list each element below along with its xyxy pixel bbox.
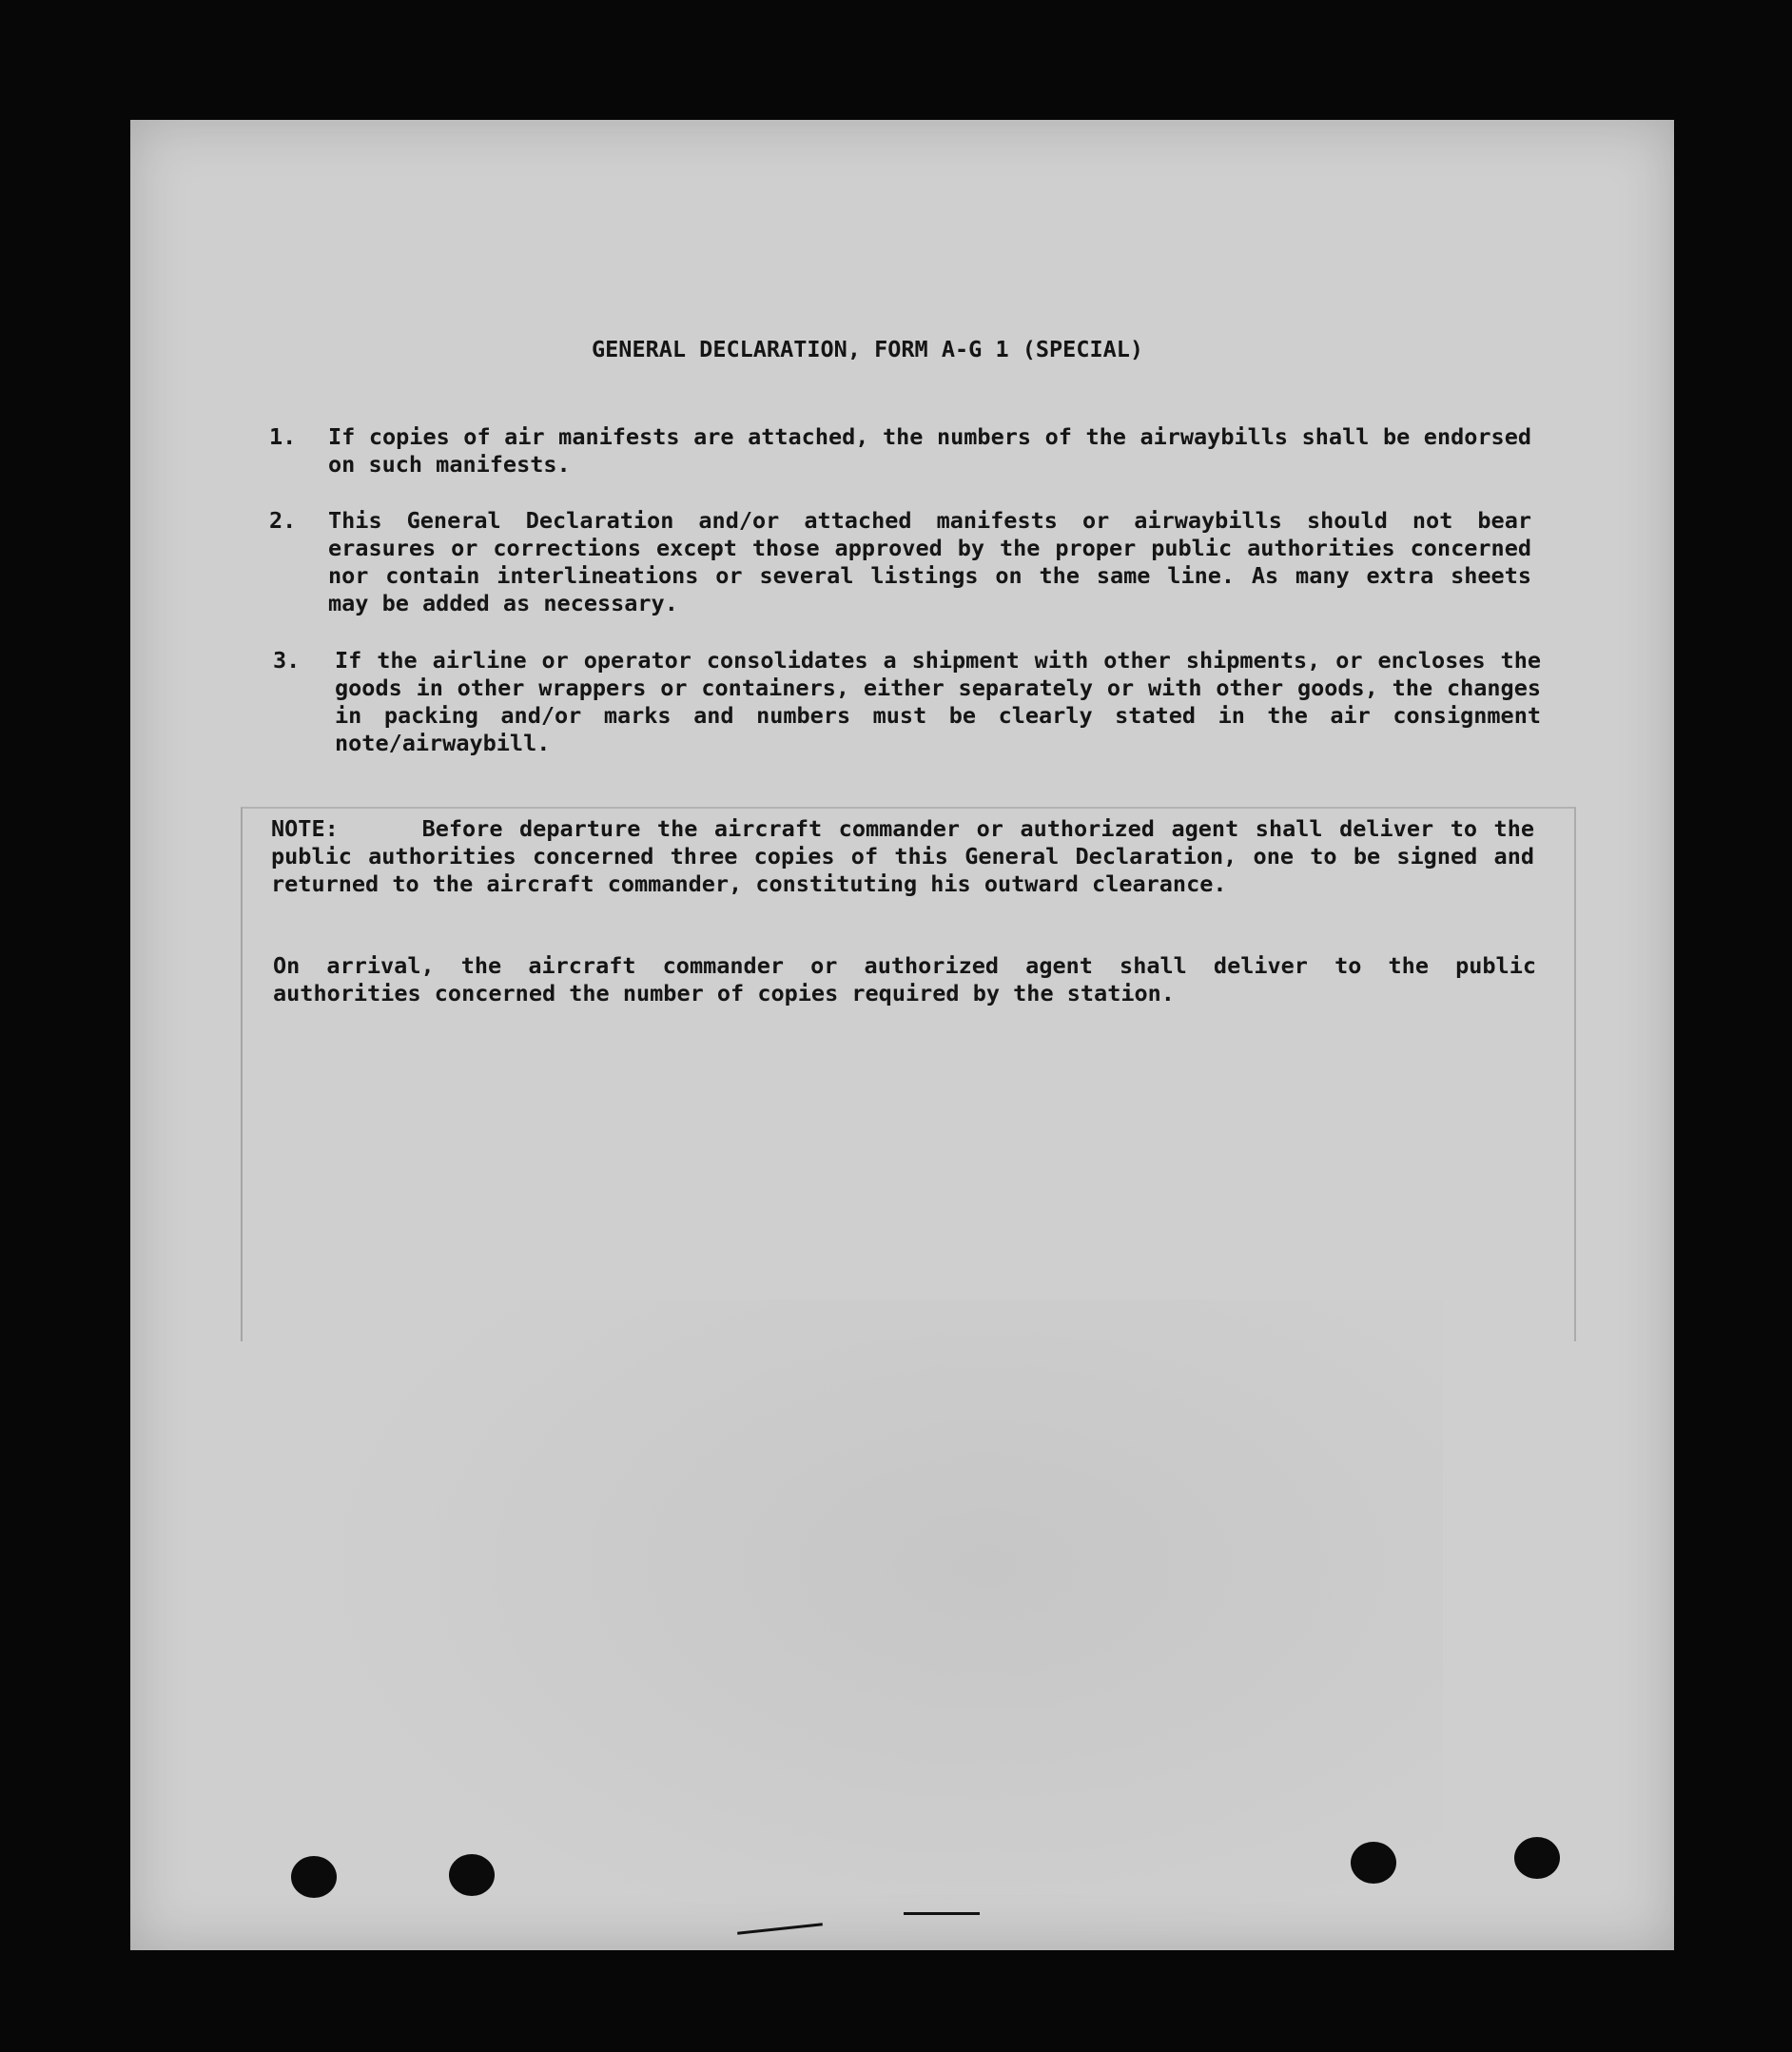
item-2-number: 2. (269, 507, 297, 534)
punch-hole-left-2 (449, 1854, 495, 1896)
note-label: NOTE: (271, 815, 339, 842)
item-2-text: This General Declaration and/or attached manifests or airwaybills should not bear erasures or corrections except those approved by the proper public authorities concerned nor contain interlineations or several listings on the same line. As many extra sheets may be added as necessary. (328, 507, 1531, 616)
note-paragraph-1 (271, 815, 1534, 898)
note-paragraph-1-text: Before departure the aircraft commander or authorized agent shall deliver to the public authorities concerned three copies of this General Declaration, one to be signed and returned to the aircraft commander, constituting his outward clearance. (271, 815, 1534, 897)
note-paragraph-2: On arrival, the aircraft commander or authorized agent shall deliver to the public authorities concerned the number of copies required by the station. (273, 952, 1536, 1006)
tear-mark-2 (904, 1912, 980, 1915)
punch-hole-left-1 (291, 1856, 337, 1898)
form-title: GENERAL DECLARATION, FORM A-G 1 (SPECIAL) (592, 336, 1144, 362)
item-3-number: 3. (273, 647, 301, 674)
punch-hole-right-1 (1351, 1842, 1396, 1884)
item-3-text: If the airline or operator consolidates a shipment with other shipments, or encloses the goods in other wrappers or containers, either separately or with other goods, the changes in packing and/or marks and numbers must be clearly stated in the air consignment note/airwaybill. (335, 647, 1541, 756)
item-1-text: If copies of air manifests are attached, the numbers of the airwaybills shall be endorsed on such manifests. (328, 423, 1531, 478)
punch-hole-right-2 (1514, 1837, 1560, 1879)
item-1-number: 1. (269, 423, 297, 450)
